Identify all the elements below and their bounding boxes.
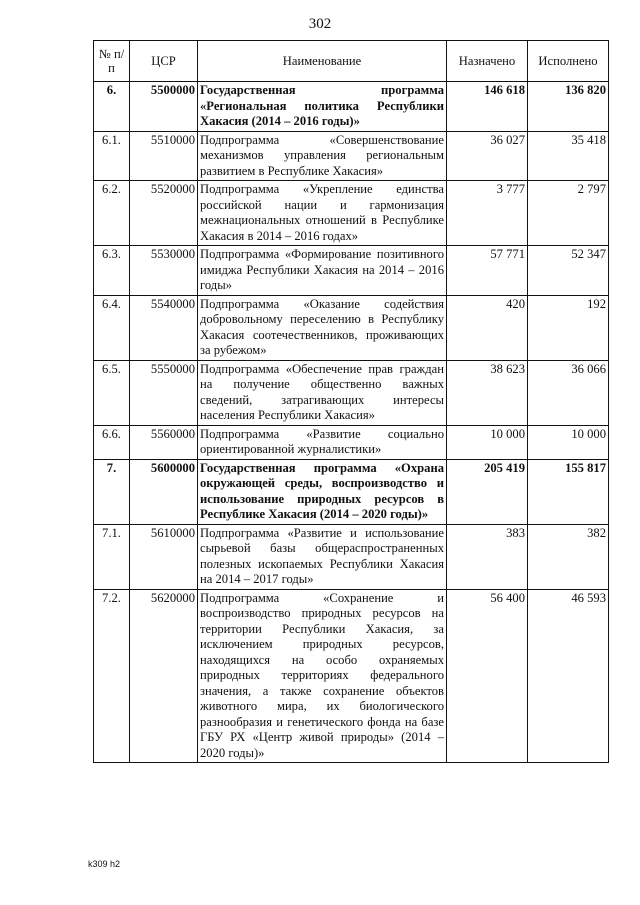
table-row <box>94 181 609 246</box>
name-cell: Подпрограмма «Сохранение и воспроизводство природных ресурсов на территории Республики Хакасия, за исключением природных ресурсов, находящихся на особо охраняемых природных территориях федерального значения, а также сохранение объектов животного мира, их биологического разнообразия и генетического фонда на базе ГБУ РХ «Центр живой природы» (2014 – 2020 годы)» <box>198 589 447 763</box>
table-row <box>94 524 609 589</box>
row-number-cell: 7. <box>94 459 130 524</box>
header-code: ЦСР <box>130 41 198 82</box>
table-row <box>94 425 609 459</box>
header-executed: Исполнено <box>528 41 609 82</box>
code-cell: 5560000 <box>130 425 198 459</box>
code-cell: 5520000 <box>130 181 198 246</box>
table-row <box>94 131 609 181</box>
name-cell: Подпрограмма «Обеспечение прав граждан на получение общественно важных сведений, затрагивающих интересы населения Республики Хакасия» <box>198 360 447 425</box>
name-cell: Подпрограмма «Развитие социально ориентированной журналистики» <box>198 425 447 459</box>
assigned-amount-cell: 57 771 <box>447 246 528 296</box>
table-body <box>94 82 609 763</box>
row-number-cell: 6.4. <box>94 295 130 360</box>
name-cell: Подпрограмма «Оказание содействия добровольному переселению в Республику Хакасия соотечественников, проживающих за рубежом» <box>198 295 447 360</box>
header-assigned: Назначено <box>447 41 528 82</box>
table-row <box>94 246 609 296</box>
page-number: 302 <box>308 16 332 32</box>
code-cell: 5550000 <box>130 360 198 425</box>
table-row <box>94 459 609 524</box>
name-cell: Государственная программа «Охрана окружающей среды, воспроизводство и использование природных ресурсов в Республике Хакасия (2014 – 2020 годы)» <box>198 459 447 524</box>
row-number-cell: 6.2. <box>94 181 130 246</box>
budget-table <box>93 40 609 763</box>
name-cell: Подпрограмма «Совершенствование механизмов управления региональным развитием в Республике Хакасия» <box>198 131 447 181</box>
code-cell: 5540000 <box>130 295 198 360</box>
assigned-amount-cell: 56 400 <box>447 589 528 763</box>
assigned-amount-cell: 383 <box>447 524 528 589</box>
name-cell: Подпрограмма «Развитие и использование сырьевой базы общераспространенных полезных ископаемых Республики Хакасия на 2014 – 2017 годы» <box>198 524 447 589</box>
footer-code: k309 h2 <box>88 859 121 869</box>
executed-amount-cell: 136 820 <box>528 82 609 132</box>
code-cell: 5620000 <box>130 589 198 763</box>
name-cell: Подпрограмма «Формирование позитивного имиджа Республики Хакасия на 2014 – 2016 годы» <box>198 246 447 296</box>
table-header-row <box>94 41 609 82</box>
code-cell: 5530000 <box>130 246 198 296</box>
code-cell: 5510000 <box>130 131 198 181</box>
code-cell: 5610000 <box>130 524 198 589</box>
assigned-amount-cell: 36 027 <box>447 131 528 181</box>
executed-amount-cell: 382 <box>528 524 609 589</box>
executed-amount-cell: 52 347 <box>528 246 609 296</box>
assigned-amount-cell: 3 777 <box>447 181 528 246</box>
assigned-amount-cell: 38 623 <box>447 360 528 425</box>
executed-amount-cell: 2 797 <box>528 181 609 246</box>
table-row <box>94 82 609 132</box>
executed-amount-cell: 35 418 <box>528 131 609 181</box>
executed-amount-cell: 155 817 <box>528 459 609 524</box>
header-num: № п/п <box>94 41 130 82</box>
row-number-cell: 6.6. <box>94 425 130 459</box>
name-cell: Государственная программа «Региональная политика Республики Хакасия (2014 – 2016 годы)» <box>198 82 447 132</box>
assigned-amount-cell: 205 419 <box>447 459 528 524</box>
row-number-cell: 7.1. <box>94 524 130 589</box>
table-row <box>94 360 609 425</box>
row-number-cell: 6.3. <box>94 246 130 296</box>
executed-amount-cell: 192 <box>528 295 609 360</box>
table-row <box>94 295 609 360</box>
assigned-amount-cell: 146 618 <box>447 82 528 132</box>
row-number-cell: 6.5. <box>94 360 130 425</box>
row-number-cell: 7.2. <box>94 589 130 763</box>
table-row <box>94 589 609 763</box>
executed-amount-cell: 10 000 <box>528 425 609 459</box>
row-number-cell: 6.1. <box>94 131 130 181</box>
executed-amount-cell: 46 593 <box>528 589 609 763</box>
executed-amount-cell: 36 066 <box>528 360 609 425</box>
assigned-amount-cell: 10 000 <box>447 425 528 459</box>
row-number-cell: 6. <box>94 82 130 132</box>
code-cell: 5600000 <box>130 459 198 524</box>
name-cell: Подпрограмма «Укрепление единства российской нации и гармонизация межнациональных отношений в Республике Хакасия в 2014 – 2016 годах» <box>198 181 447 246</box>
header-name: Наименование <box>198 41 447 82</box>
assigned-amount-cell: 420 <box>447 295 528 360</box>
code-cell: 5500000 <box>130 82 198 132</box>
